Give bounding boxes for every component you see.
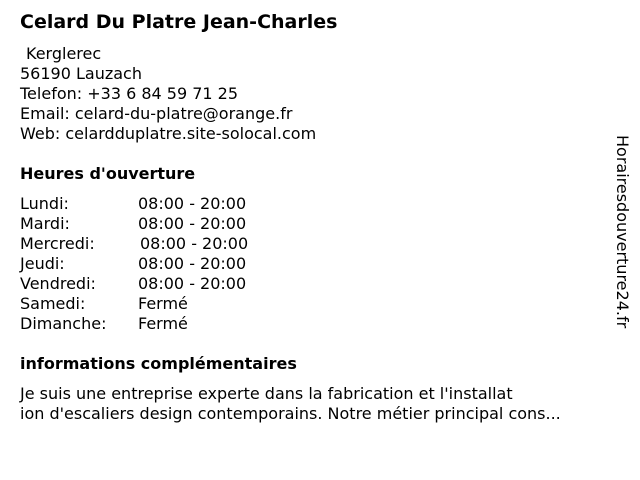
additional-info-heading: informations complémentaires (20, 354, 297, 373)
hours-value: 08:00 - 20:00 (138, 194, 247, 213)
hours-value: 08:00 - 20:00 (140, 234, 249, 253)
web-line: Web: celardduplatre.site-solocal.com (20, 124, 317, 143)
day-label: Mardi: (20, 214, 70, 233)
contact-block (20, 44, 316, 144)
hours-value: 08:00 - 20:00 (138, 274, 247, 293)
hours-value: Fermé (138, 314, 188, 333)
hours-value: 08:00 - 20:00 (138, 254, 247, 273)
day-label: Jeudi: (20, 254, 65, 273)
hours-value: 08:00 - 20:00 (138, 214, 247, 233)
hours-value: Fermé (138, 294, 188, 313)
day-label: Vendredi: (20, 274, 96, 293)
business-description (20, 384, 620, 424)
day-label: Mercredi: (20, 234, 95, 253)
city-line: 56190 Lauzach (20, 64, 142, 83)
business-name: Celard Du Platre Jean-Charles (20, 11, 338, 33)
street-address: Kerglerec (26, 44, 102, 63)
opening-hours-heading: Heures d'ouverture (20, 164, 196, 183)
day-label: Samedi: (20, 294, 86, 313)
day-label: Lundi: (20, 194, 69, 213)
email-line: Email: celard-du-platre@orange.fr (20, 104, 293, 123)
description-line: ion d'escaliers design contemporains. Notre métier principal cons... (20, 404, 561, 423)
phone-line: Telefon: +33 6 84 59 71 25 (20, 84, 239, 103)
site-watermark: Horairesdouverture24.fr (613, 135, 632, 329)
day-label: Dimanche: (20, 314, 107, 333)
description-line: Je suis une entreprise experte dans la fabrication et l'installat (20, 384, 513, 403)
